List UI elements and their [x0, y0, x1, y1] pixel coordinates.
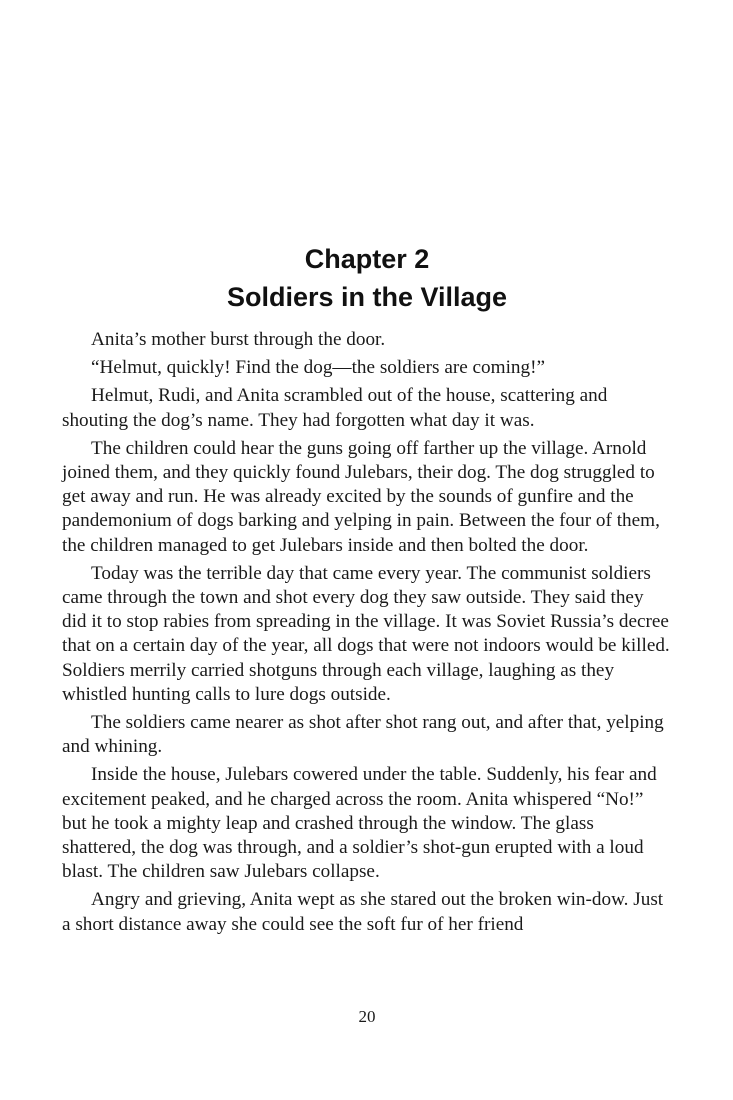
- paragraph: Helmut, Rudi, and Anita scrambled out of the house, scattering and shouting the dog’s name. They had forgotten what day it was.: [62, 385, 608, 431]
- paragraph: The soldiers came nearer as shot after shot rang out, and after that, yelping and whining.: [62, 712, 664, 758]
- chapter-number: Chapter 2: [304, 244, 430, 274]
- paragraph: The children could hear the guns going off farther up the village. Arnold joined them, and they quickly found Julebars, their dog. The dog struggled to get away and run. He was already excited by the sounds of gunfire and the pandemonium of dogs barking and yelping in pain. Between the four of them, the children managed to get Julebars inside and then bolted the door.: [62, 437, 660, 556]
- chapter-title: Soldiers in the Village: [226, 282, 508, 312]
- paragraph: Angry and grieving, Anita wept as she stared out the broken win-dow. Just a short distance away she could see the soft fur of her friend: [62, 889, 664, 935]
- paragraph: “Helmut, quickly! Find the dog—the soldiers are coming!”: [91, 357, 545, 379]
- book-page: [62, 0, 672, 1100]
- paragraph: Inside the house, Julebars cowered under the table. Suddenly, his fear and excitement peaked, and he charged across the room. Anita whispered “No!” but he took a mighty leap and crashed through the window. The glass shattered, the dog was through, and a soldier’s shot-gun erupted with a loud blast. The children saw Julebars collapse.: [62, 764, 657, 883]
- page-number: 20: [358, 1007, 376, 1026]
- chapter-heading: [62, 240, 672, 316]
- paragraph: Anita’s mother burst through the door.: [91, 329, 386, 350]
- paragraph: Today was the terrible day that came every year. The communist soldiers came through the town and shot every dog they saw outside. They said they did it to stop rabies from spreading in the village. It was Soviet Russia’s decree that on a certain day of the year, all dogs that were not indoors would be killed. Soldiers merrily carried shotguns through each village, laughing as they whistled hunting calls to lure dogs outside.: [62, 562, 670, 705]
- chapter-body: [62, 328, 672, 941]
